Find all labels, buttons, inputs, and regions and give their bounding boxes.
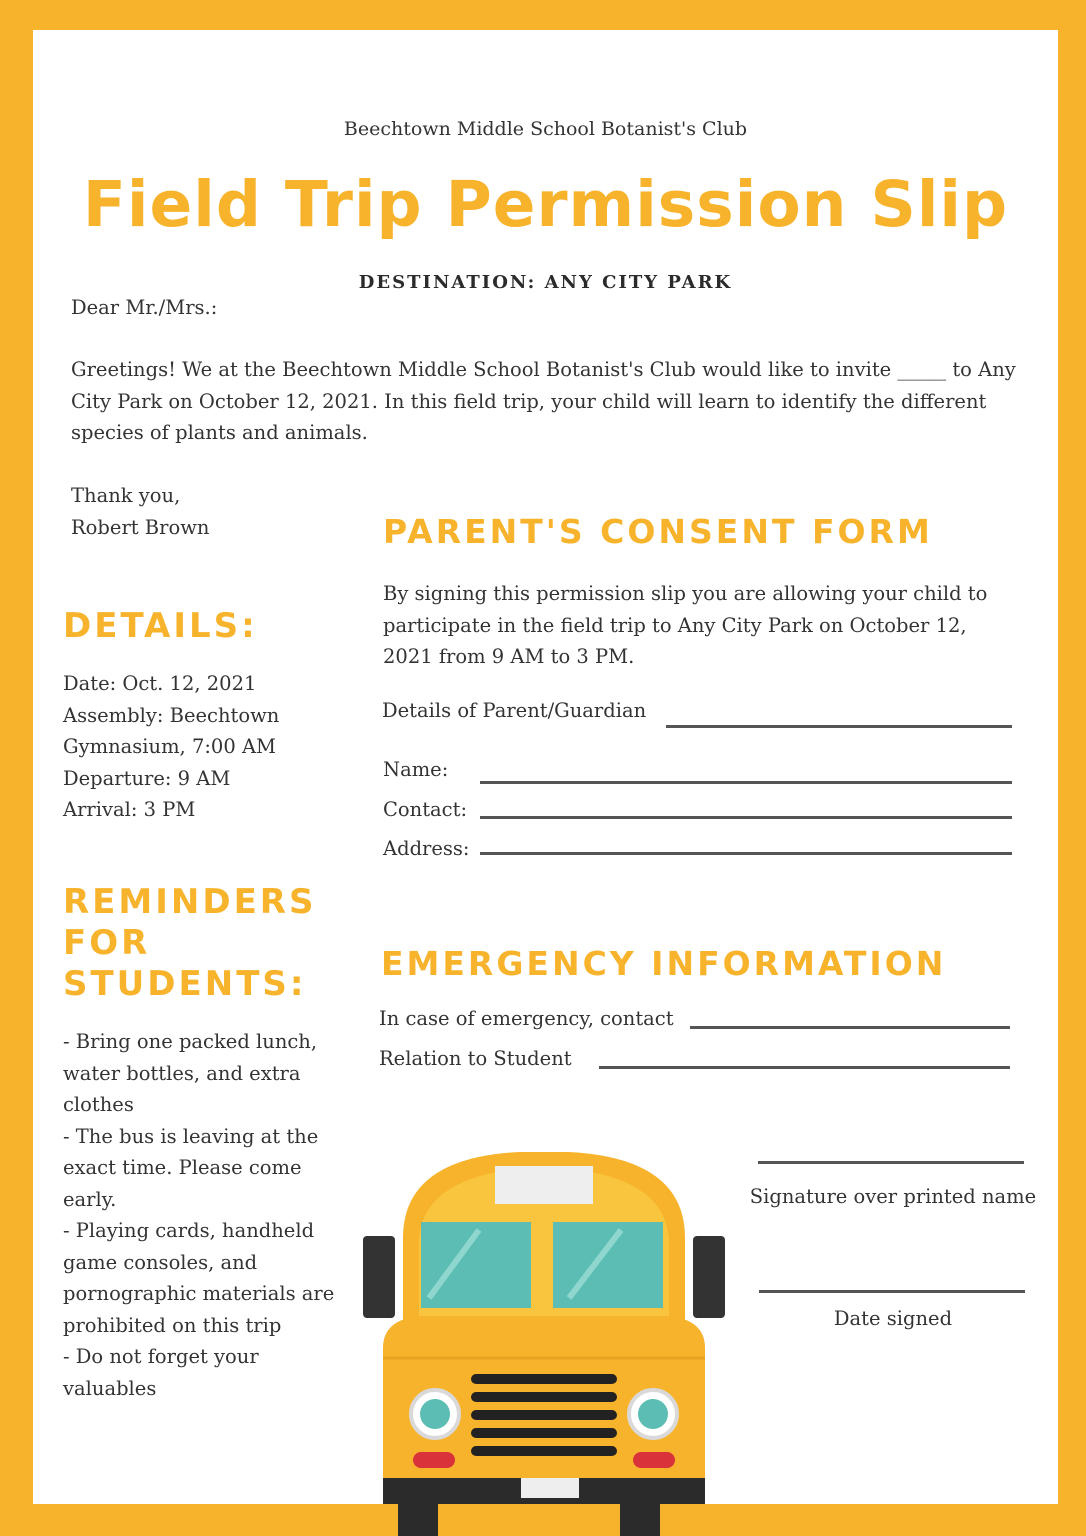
bus-wheels <box>398 1504 698 1536</box>
emergency-contact-line[interactable] <box>690 1026 1010 1029</box>
school-bus-illustration <box>359 1148 729 1504</box>
reminder-line: pornographic materials are <box>63 1282 335 1305</box>
name-line[interactable] <box>480 781 1012 784</box>
date-signed-line[interactable] <box>759 1290 1025 1293</box>
signature-line[interactable] <box>758 1161 1024 1164</box>
details-list <box>63 668 279 826</box>
details-line: Assembly: Beechtown <box>63 703 280 727</box>
reminder-line: - Bring one packed lunch, <box>63 1030 318 1053</box>
details-heading: DETAILS: <box>63 606 258 646</box>
reminders-list <box>63 1026 334 1404</box>
emergency-contact-label: In case of emergency, contact <box>379 1007 674 1030</box>
reminder-line: early. <box>63 1187 117 1211</box>
guardian-details-label: Details of Parent/Guardian <box>382 699 647 722</box>
relation-label: Relation to Student <box>379 1047 572 1070</box>
consent-text: By signing this permission slip you are allowing your child to participate in the field trip to Any City Park on October 12, 2021 from 9 AM to 3 PM. <box>383 582 988 668</box>
headlight-right-icon <box>629 1390 677 1438</box>
reminder-line: clothes <box>63 1093 134 1116</box>
details-line: Date: Oct. 12, 2021 <box>63 672 257 695</box>
bus-sign <box>495 1166 593 1204</box>
details-line: Departure: 9 AM <box>63 766 231 790</box>
reminder-line: valuables <box>63 1376 157 1400</box>
headlight-left-icon <box>411 1390 459 1438</box>
reminder-line: prohibited on this trip <box>63 1313 282 1337</box>
reminder-line: exact time. Please come <box>63 1156 302 1179</box>
reminder-line: water bottles, and extra <box>63 1061 301 1085</box>
permission-slip-page <box>33 30 1058 1504</box>
name-label: Name: <box>383 758 449 781</box>
license-plate <box>521 1478 579 1498</box>
salutation: Dear Mr./Mrs.: <box>71 296 218 319</box>
reminders-heading: REMINDERS FOR STUDENTS: <box>63 882 317 1004</box>
reminder-line: - The bus is leaving at the <box>63 1124 319 1148</box>
consent-heading: PARENT'S CONSENT FORM <box>383 512 933 551</box>
signature-label: Signature over printed name <box>749 1185 1037 1208</box>
emergency-heading: EMERGENCY INFORMATION <box>381 944 947 983</box>
club-name: Beechtown Middle School Botanist's Club <box>343 118 748 140</box>
guardian-details-line[interactable] <box>666 725 1012 728</box>
reminder-line: - Do not forget your <box>63 1345 259 1368</box>
letter-signer: Robert Brown <box>71 516 210 539</box>
address-label: Address: <box>383 837 470 860</box>
relation-line[interactable] <box>599 1066 1010 1069</box>
details-line: Gymnasium, 7:00 AM <box>63 735 276 758</box>
contact-label: Contact: <box>383 798 468 821</box>
letter-body: Greetings! We at the Beechtown Middle School Botanist's Club would like to invite _____ to Any City Park on October 12, 2021. In this field trip, your child will learn to identify the different species of plants and animals. <box>71 358 1016 444</box>
details-line: Arrival: 3 PM <box>63 798 196 821</box>
date-signed-label: Date signed <box>833 1307 953 1330</box>
address-line[interactable] <box>480 852 1012 855</box>
reminder-line: - Playing cards, handheld <box>63 1219 315 1242</box>
destination: DESTINATION: ANY CITY PARK <box>358 272 733 293</box>
reminder-line: game consoles, and <box>63 1250 258 1274</box>
page-title: Field Trip Permission Slip <box>82 168 1009 241</box>
letter-closing: Thank you, <box>71 484 181 507</box>
contact-line[interactable] <box>480 816 1012 819</box>
